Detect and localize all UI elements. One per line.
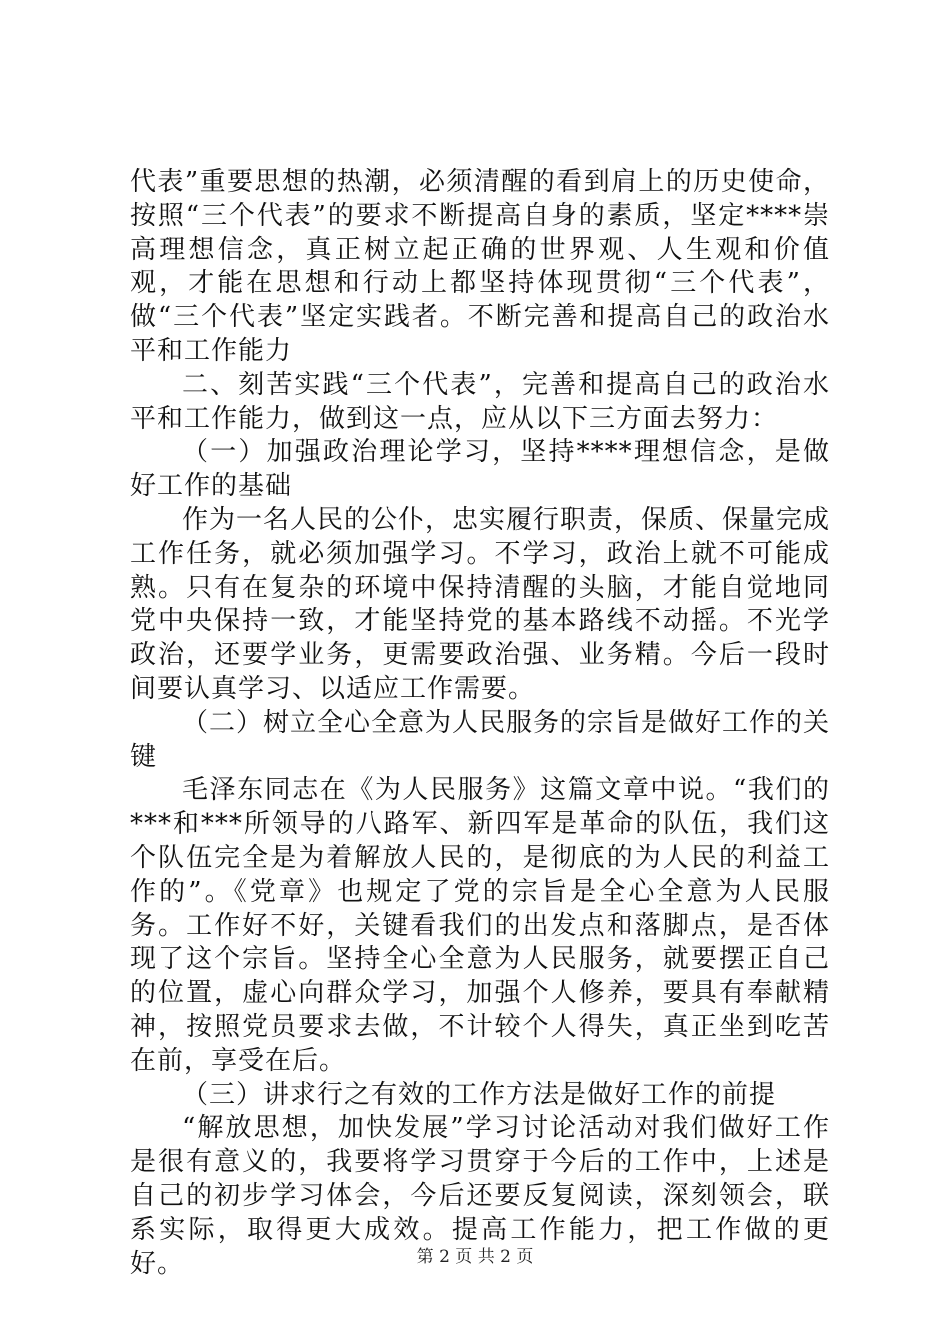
- subheading-three: （三）讲求行之有效的工作方法是做好工作的前提: [182, 1079, 777, 1110]
- paragraph-continuation: 代表”重要思想的热潮，必须清醒的看到肩上的历史使命，按照“三个代表”的要求不断提高自身的素质，坚定****崇高理想信念，真正树立起正确的世界观、人生观和价值观，才能在思想和行动上都坚持体现贯彻“三个代表”，做“三个代表”坚定实践者。不断完善和提高自己的政治水平和工作能力: [130, 167, 830, 366]
- page-number-footer: 第 2 页 共 2 页: [416, 1247, 534, 1267]
- subheading-two: （二）树立全心全意为人民服务的宗旨是做好工作的关键: [130, 707, 831, 772]
- subheading-one: （一）加强政治理论学习，坚持****理想信念，是做好工作的基础: [130, 437, 830, 502]
- document-body: [130, 166, 830, 1281]
- paragraph-conclusion: “解放思想，加快发展”学习讨论活动对我们做好工作是很有意义的，我要将学习贯穿于今后的工作中，上述是自己的初步学习体会，今后还要反复阅读，深刻领会，联系实际，取得更大成效。提高工作能力，把工作做的更好。: [130, 1113, 830, 1279]
- paragraph-serve-people: 毛泽东同志在《为人民服务》这篇文章中说。“我们的***和***所领导的八路军、新四军是革命的队伍，我们这个队伍完全是为着解放人民的，是彻底的为人民的利益工作的”。《党章》也规定了党的宗旨是全心全意为人民服务。工作好不好，关键看我们的出发点和落脚点，是否体现了这个宗旨。坚持全心全意为人民服务，就要摆正自己的位置，虚心向群众学习，加强个人修养，要具有奉献精神，按照党员要求去做，不计较个人得失，真正坐到吃苦在前，享受在后。: [130, 775, 830, 1076]
- paragraph-study: 作为一名人民的公仆，忠实履行职责，保质、保量完成工作任务，就必须加强学习。不学习，政治上就不可能成熟。只有在复杂的环境中保持清醒的头脑，才能自觉地同党中央保持一致，才能坚持党的基本路线不动摇。不光学政治，还要学业务，更需要政治强、业务精。今后一段时间要认真学习、以适应工作需要。: [130, 504, 831, 704]
- section-heading-two: 二、刻苦实践“三个代表”，完善和提高自己的政治水平和工作能力，做到这一点，应从以下三方面去努力：: [130, 369, 830, 434]
